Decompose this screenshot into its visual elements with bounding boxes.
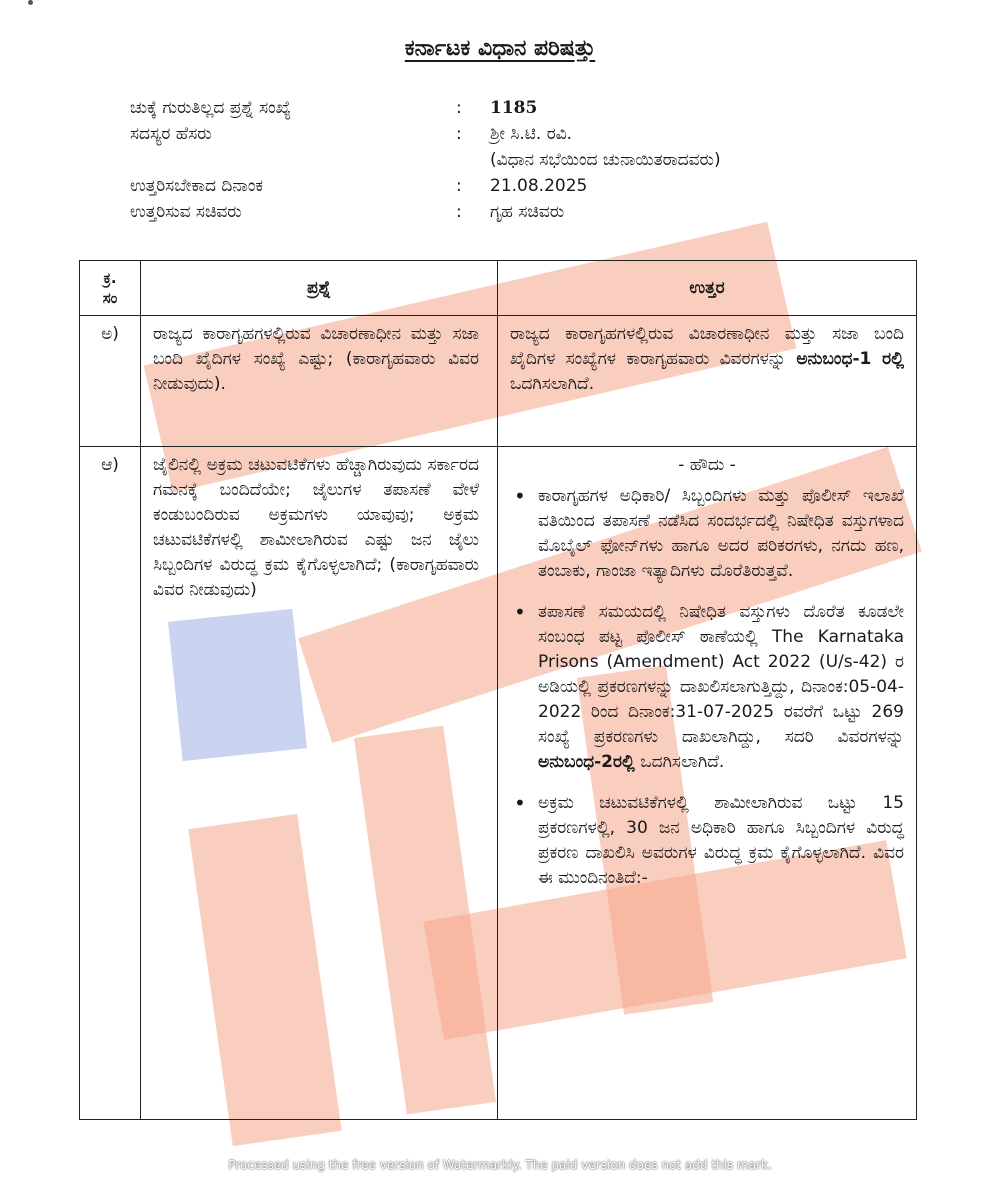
header-serial: ಕ್ರ. ಸಂ bbox=[80, 261, 141, 316]
list-item: • ಅಕ್ರಮ ಚಟುವಟಿಕೆಗಳಲ್ಲಿ ಶಾಮೀಲಾಗಿರುವ ಒಟ್ಟು 15 ಪ್ರಕರಣಗಳಲ್ಲಿ, 30 ಜನ ಅಧಿಕಾರಿ ಹಾಗೂ ಸಿಬ್ಬಂದಿಗಳ ವಿರುದ್ಧ ಪ್ರಕರಣ ದಾಖಲಿಸಿ ಅವರುಗಳ ವಿರುದ್ಧ ಕ್ರಮ ಕೈಗೊಳ್ಳಲಾಗಿದೆ. ವಿವರ ಈ ಮುಂದಿನಂತಿದೆ:- bbox=[510, 791, 904, 891]
member-name: ಶ್ರೀ ಸಿ.ಟಿ. ರವಿ. bbox=[490, 124, 573, 144]
header-answer: ಉತ್ತರ bbox=[498, 261, 917, 316]
row-answer bbox=[498, 447, 917, 1120]
answer-heading: - ಹೌದು - bbox=[678, 455, 736, 475]
row-answer: ರಾಜ್ಯದ ಕಾರಾಗೃಹಗಳಲ್ಲಿರುವ ವಿಚಾರಣಾಧೀನ ಮತ್ತು ಸಜಾ ಬಂದಿ ಖೈದಿಗಳ ಸಂಖ್ಯೆಗಳ ಕಾರಾಗೃಹವಾರು ವಿವರಗಳನ್ನು ಅನುಬಂಧ-1 ರಲ್ಲಿ ಒದಗಿಸಲಾಗಿದೆ. bbox=[498, 316, 917, 447]
meta-row-question-number: ಚುಕ್ಕೆ ಗುರುತಿಲ್ಲದ ಪ್ರಶ್ನೆ ಸಂಖ್ಯೆ : 1185 bbox=[130, 98, 538, 118]
list-item: • ತಪಾಸಣೆ ಸಮಯದಲ್ಲಿ ನಿಷೇಧಿತ ವಸ್ತುಗಳು ದೊರೆತ ಕೂಡಲೇ ಸಂಬಂಧ ಪಟ್ಟ ಪೊಲೀಸ್ ಠಾಣೆಯಲ್ಲಿ The Karnataka Prisons (Amendment) Act 2022 (U/s-42) ರ ಅಡಿಯಲ್ಲಿ ಪ್ರಕರಣಗಳನ್ನು ದಾಖಲಿಸಲಾಗುತ್ತಿದ್ದು, ದಿನಾಂಕ:05-04-2022 ರಿಂದ ದಿನಾಂಕ:31-07-2025 ರವರೆಗೆ ಒಟ್ಟು 269 ಸಂಖ್ಯೆ ಪ್ರಕರಣಗಳು ದಾಖಲಾಗಿದ್ದು, ಸದರಿ ವಿವರಗಳನ್ನು ಅನುಬಂಧ-2ರಲ್ಲಿ ಒದಗಿಸಲಾಗಿದೆ. bbox=[510, 600, 904, 775]
question-answer-table bbox=[79, 260, 917, 1120]
row-serial: ಆ) bbox=[80, 447, 141, 1120]
member-constituency: (ವಿಧಾನ ಸಭೆಯಿಂದ ಚುನಾಯಿತರಾದವರು) bbox=[490, 150, 721, 170]
row-question: ರಾಜ್ಯದ ಕಾರಾಗೃಹಗಳಲ್ಲಿರುವ ವಿಚಾರಣಾಧೀನ ಮತ್ತು ಸಜಾ ಬಂದಿ ಖೈದಿಗಳ ಸಂಖ್ಯೆ ಎಷ್ಟು; (ಕಾರಾಗೃಹವಾರು ವಿವರ ನೀಡುವುದು). bbox=[141, 316, 498, 447]
table-row bbox=[80, 316, 917, 447]
row-question: ಜೈಲಿನಲ್ಲಿ ಅಕ್ರಮ ಚಟುವಟಿಕೆಗಳು ಹೆಚ್ಚಾಗಿರುವುದು ಸರ್ಕಾರದ ಗಮನಕ್ಕೆ ಬಂದಿದೆಯೇ; ಜೈಲುಗಳ ತಪಾಸಣೆ ವೇಳೆ ಕಂಡುಬಂದಿರುವ ಅಕ್ರಮಗಳು ಯಾವುವು; ಅಕ್ರಮ ಚಟುವಟಿಕೆಗಳಲ್ಲಿ ಶಾಮೀಲಾಗಿರುವ ಎಷ್ಟು ಜನ ಜೈಲು ಸಿಬ್ಬಂದಿಗಳ ವಿರುದ್ಧ ಕ್ರಮ ಕೈಗೊಳ್ಳಲಾಗಿದೆ; (ಕಾರಾಗೃಹವಾರು ವಿವರ ನೀಡುವುದು) bbox=[141, 447, 498, 1120]
page-title: ಕರ್ನಾಟಕ ವಿಧಾನ ಪರಿಷತ್ತು bbox=[404, 36, 596, 61]
annexure-1-ref: ಅನುಬಂಧ-1 ರಲ್ಲಿ bbox=[796, 349, 904, 369]
watermark-notice: Processed using the free version of Watermarkly. The paid version does not add this mark. bbox=[228, 1158, 772, 1172]
annexure-2-ref: ಅನುಬಂಧ-2ರಲ್ಲಿ bbox=[538, 752, 635, 772]
question-meta bbox=[130, 95, 890, 225]
list-item: • ಕಾರಾಗೃಹಗಳ ಅಧಿಕಾರಿ/ ಸಿಬ್ಬಂದಿಗಳು ಮತ್ತು ಪೊಲೀಸ್ ಇಲಾಖೆ ವತಿಯಿಂದ ತಪಾಸಣೆ ನಡೆಸಿದ ಸಂದರ್ಭದಲ್ಲಿ ನಿಷೇಧಿತ ವಸ್ತುಗಳಾದ ಮೊಬೈಲ್ ಫೋನ್‌ಗಳು ಹಾಗೂ ಅದರ ಪರಿಕರಗಳು, ನಗದು ಹಣ, ತಂಬಾಕು, ಗಾಂಜಾ ಇತ್ಯಾದಿಗಳು ದೊರೆತಿರುತ್ತವೆ. bbox=[510, 484, 904, 584]
answering-minister: ಗೃಹ ಸಚಿವರು bbox=[490, 202, 565, 222]
header-question: ಪ್ರಶ್ನೆ bbox=[141, 261, 498, 316]
row-serial: ಅ) bbox=[80, 316, 141, 447]
question-number: 1185 bbox=[490, 98, 538, 118]
answer-bullets bbox=[510, 484, 904, 891]
table-row bbox=[80, 447, 917, 1120]
answer-date: 21.08.2025 bbox=[490, 176, 588, 196]
meta-row-minister: ಉತ್ತರಿಸುವ ಸಚಿವರು : ಗೃಹ ಸಚಿವರು bbox=[130, 202, 565, 222]
meta-row-member-name: ಸದಸ್ಯರ ಹೆಸರು : ಶ್ರೀ ಸಿ.ಟಿ. ರವಿ. (ವಿಧಾನ ಸಭೆಯಿಂದ ಚುನಾಯಿತರಾದವರು) bbox=[130, 121, 890, 173]
meta-row-answer-date: ಉತ್ತರಿಸಬೇಕಾದ ದಿನಾಂಕ : 21.08.2025 bbox=[130, 176, 588, 196]
table-header-row bbox=[80, 261, 917, 316]
scan-speck bbox=[28, 0, 33, 5]
